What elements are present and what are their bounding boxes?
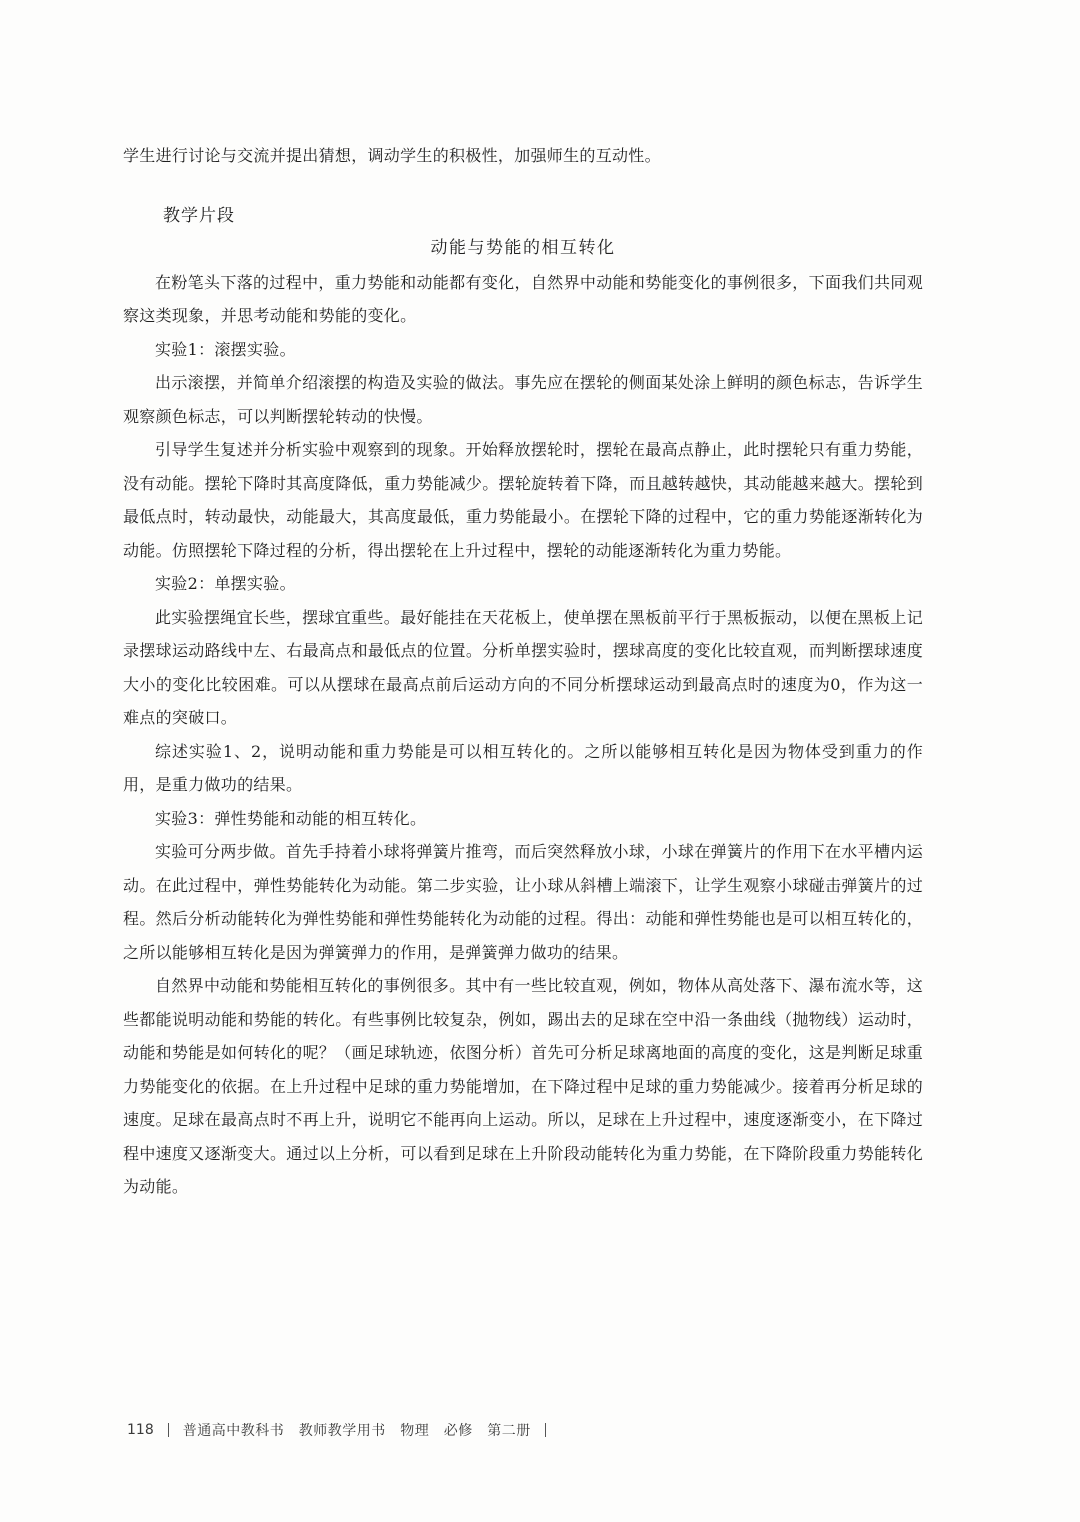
book-title: 普通高中教科书 教师教学用书 物理 必修 第二册 — [182, 1423, 531, 1439]
paragraph: 自然界中动能和势能相互转化的事例很多。其中有一些比较直观，例如，物体从高处落下、瀑布流水等，这些都能说明动能和势能的转化。有些事例比较复杂，例如，踢出去的足球在空中沿一条曲线（抛物线）运动时，动能和势能是如何转化的呢？（画足球轨迹，依图分析）首先可分析足球离地面的高度的变化，这是判断足球重力势能变化的依据。在上升过程中足球的重力势能增加，在下降过程中足球的重力势能减少。接着再分析足球的速度。足球在最高点时不再上升，说明它不能再向上运动。所以，足球在上升过程中，速度逐渐变小，在下降过程中速度又逐渐变大。通过以上分析，可以看到足球在上升阶段动能转化为重力势能，在下降阶段重力势能转化为动能。 — [123, 976, 923, 1196]
footer-divider — [545, 1423, 546, 1437]
paragraph: 综述实验1、2，说明动能和重力势能是可以相互转化的。之所以能够相互转化是因为物体受到重力的作用，是重力做功的结果。 — [123, 741, 923, 794]
paragraph: 此实验摆绳宜长些，摆球宜重些。最好能挂在天花板上，使单摆在黑板前平行于黑板振动，以便在黑板上记录摆球运动路线中左、右最高点和最低点的位置。分析单摆实验时，摆球高度的变化比较直观，而判断摆球速度大小的变化比较困难。可以从摆球在最高点前后运动方向的不同分析摆球运动到最高点时的速度为0，作为这一难点的突破口。 — [123, 607, 923, 727]
intro-line: 学生进行讨论与交流并提出猜想，调动学生的积极性，加强师生的互动性。 — [123, 146, 661, 165]
paragraph: 在粉笔头下落的过程中，重力势能和动能都有变化，自然界中动能和势能变化的事例很多，下面我们共同观察这类现象，并思考动能和势能的变化。 — [123, 272, 923, 325]
paragraph: 引导学生复述并分析实验中观察到的现象。开始释放摆轮时，摆轮在最高点静止，此时摆轮只有重力势能，没有动能。摆轮下降时其高度降低，重力势能减少。摆轮旋转着下降，而且越转越快，其动能越来越大。摆轮到最低点时，转动最快，动能最大，其高度最低，重力势能最小。在摆轮下降的过程中，它的重力势能逐渐转化为动能。仿照摆轮下降过程的分析，得出摆轮在上升过程中，摆轮的动能逐渐转化为重力势能。 — [123, 440, 923, 560]
experiment-heading: 实验3：弹性势能和动能的相互转化。 — [155, 808, 427, 828]
experiment-heading: 实验2：单摆实验。 — [155, 574, 296, 593]
paragraph: 出示滚摆，并简单介绍滚摆的构造及实验的做法。事先应在摆轮的侧面某处涂上鲜明的颜色标志，告诉学生观察颜色标志，可以判断摆轮转动的快慢。 — [123, 373, 923, 426]
page-body — [123, 139, 923, 1204]
page-number: 118 — [127, 1422, 154, 1438]
section-label: 教学片段 — [163, 205, 235, 226]
paragraph: 实验可分两步做。首先手持着小球将弹簧片推弯，而后突然释放小球，小球在弹簧片的作用下在水平槽内运动。在此过程中，弹性势能转化为动能。第二步实验，让小球从斜槽上端滚下，让学生观察小球碰击弹簧片的过程。然后分析动能转化为弹性势能和弹性势能转化为动能的过程。得出：动能和弹性势能也是可以相互转化的，之所以能够相互转化是因为弹簧弹力的作用，是弹簧弹力做功的结果。 — [123, 842, 923, 962]
page-footer — [127, 1420, 546, 1440]
experiment-heading: 实验1：滚摆实验。 — [155, 339, 296, 359]
section-title: 动能与势能的相互转化 — [430, 237, 616, 258]
footer-divider — [168, 1423, 169, 1437]
